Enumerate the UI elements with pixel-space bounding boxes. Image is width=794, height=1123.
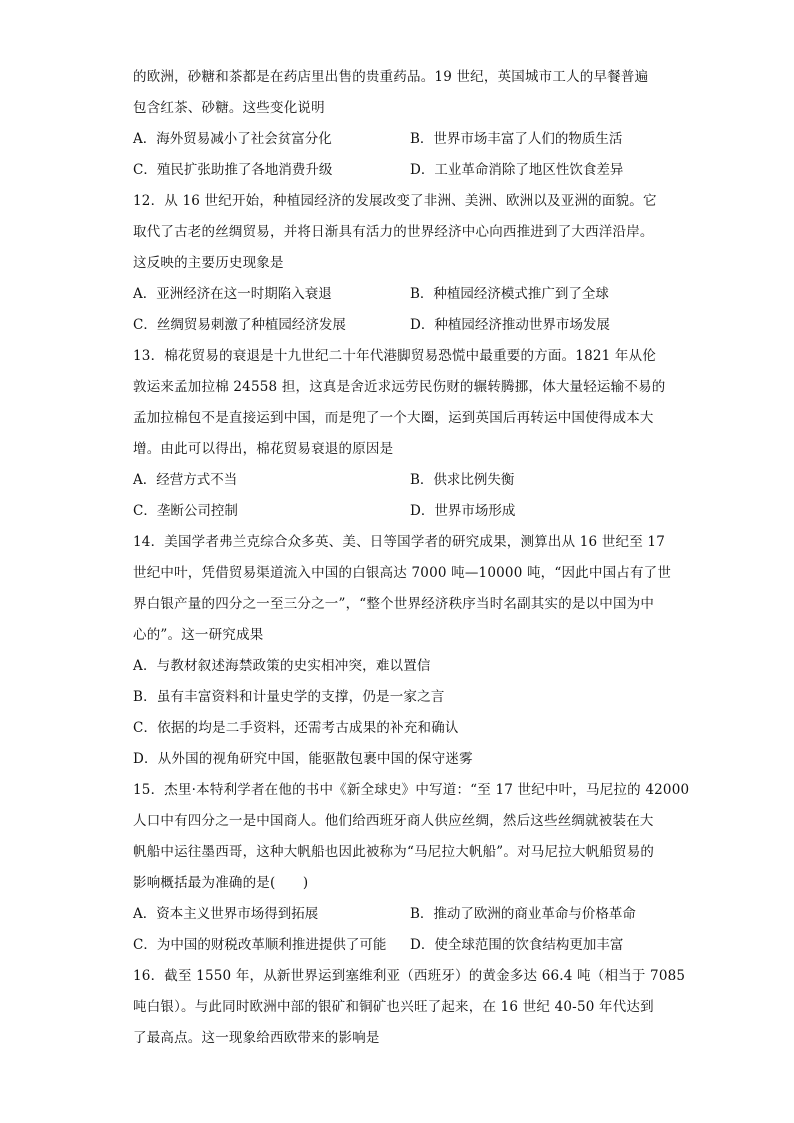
option-c: C．殖民扩张助推了各地消费升级 [133, 162, 333, 178]
stem-line: 世纪中叶，凭借贸易渠道流入中国的白银高达 7000 吨—10000 吨，“因此中国占有了世 [133, 565, 672, 581]
stem-line: 14．美国学者弗兰克综合众多英、美、日等国学者的研究成果，测算出从 16 世纪至 17 [133, 534, 666, 550]
option-row [133, 899, 673, 930]
stem-line: 16．截至 1550 年，从新世界运到塞维利亚（西班牙）的黄金多达 66.4 吨（相当于 7085 [133, 968, 686, 984]
option-a: A．海外贸易减小了社会贫富分化 [133, 131, 332, 147]
stem-line: 12．从 16 世纪开始，种植园经济的发展改变了非洲、美洲、欧洲以及亚洲的面貌。它 [133, 193, 657, 209]
option-d: D．工业革命消除了地区性饮食差异 [410, 162, 624, 178]
option-row [133, 155, 673, 186]
stem-line: 的欧洲，砂糖和茶都是在药店里出售的贵重药品。19 世纪，英国城市工人的早餐普遍 [133, 69, 649, 85]
question-12-stem [133, 186, 673, 279]
option-a: A．资本主义世界市场得到拓展 [133, 906, 319, 922]
stem-line: 孟加拉棉包不是直接运到中国，而是兜了一个大圈，运到英国后再转运中国使得成本大 [133, 410, 654, 426]
stem-line: 吨白银）。与此同时欧洲中部的银矿和铜矿也兴旺了起来，在 16 世纪 40-50 年代达到 [133, 999, 654, 1015]
stem-line: 了最高点。这一现象给西欧带来的影响是 [133, 1030, 380, 1046]
stem-line: 帆船中运往墨西哥，这种大帆船也因此被称为“马尼拉大帆船”。对马尼拉大帆船贸易的 [133, 844, 655, 860]
question-14-stem [133, 527, 673, 651]
option-row [133, 310, 673, 341]
option-row [133, 124, 673, 155]
option-b: B．种植园经济模式推广到了全球 [410, 286, 609, 302]
option-c: C．为中国的财税改革顺利推进提供了可能 [133, 937, 387, 953]
option-row [133, 279, 673, 310]
stem-line: 影响概括最为准确的是( ) [133, 875, 309, 891]
option-c: C．垄断公司控制 [133, 503, 238, 519]
option-d: D．从外国的视角研究中国，能驱散包裹中国的保守迷雾 [133, 751, 473, 767]
option-row [133, 496, 673, 527]
stem-line: 取代了古老的丝绸贸易，并将日渐具有活力的世界经济中心向西推进到了大西洋沿岸。 [133, 224, 654, 240]
option-b: B．虽有丰富资料和计量史学的支撑，仍是一家之言 [133, 689, 445, 705]
option-d: D．世界市场形成 [410, 503, 516, 519]
question-15-stem [133, 775, 690, 899]
stem-line: 包含红茶、砂糖。这些变化说明 [133, 100, 325, 116]
stem-line: 心的”。这一研究成果 [133, 627, 264, 643]
exam-page [133, 62, 690, 1054]
stem-line: 15．杰里·本特利学者在他的书中《新全球史》中写道：“至 17 世纪中叶，马尼拉的 42000 [133, 782, 690, 798]
stem-line: 敦运来孟加拉棉 24558 担，这真是舍近求远劳民伤财的辗转腾挪，体大量轻运输不易的 [133, 379, 666, 395]
stem-line: 增。由此可以得出，棉花贸易衰退的原因是 [133, 441, 394, 457]
option-row [133, 465, 673, 496]
question-16-stem [133, 961, 686, 1054]
question-11-stem [133, 62, 673, 124]
option-b: B．推动了欧洲的商业革命与价格革命 [410, 906, 636, 922]
option-a: A．与教材叙述海禁政策的史实相冲突，难以置信 [133, 658, 431, 674]
stem-line: 13．棉花贸易的衰退是十九世纪二十年代港脚贸易恐慌中最重要的方面。1821 年从伦 [133, 348, 657, 364]
option-b: B．世界市场丰富了人们的物质生活 [410, 131, 623, 147]
option-b: B．供求比例失衡 [410, 472, 515, 488]
option-d: D．种植园经济推动世界市场发展 [410, 317, 610, 333]
option-a: A．亚洲经济在这一时期陷入衰退 [133, 286, 332, 302]
stem-line: 人口中有四分之一是中国商人。他们给西班牙商人供应丝绸，然后这些丝绸就被装在大 [133, 813, 654, 829]
stem-line: 这反映的主要历史现象是 [133, 255, 284, 271]
option-a: A．经营方式不当 [133, 472, 238, 488]
question-13-stem [133, 341, 673, 465]
option-row [133, 930, 673, 961]
option-c: C．依据的均是二手资料，还需考古成果的补充和确认 [133, 720, 459, 736]
option-c: C．丝绸贸易刺激了种植园经济发展 [133, 317, 346, 333]
stem-line: 界白银产量的四分之一至三分之一”，“整个世界经济秩序当时名副其实的是以中国为中 [133, 596, 655, 612]
option-d: D．使全球范围的饮食结构更加丰富 [410, 937, 624, 953]
